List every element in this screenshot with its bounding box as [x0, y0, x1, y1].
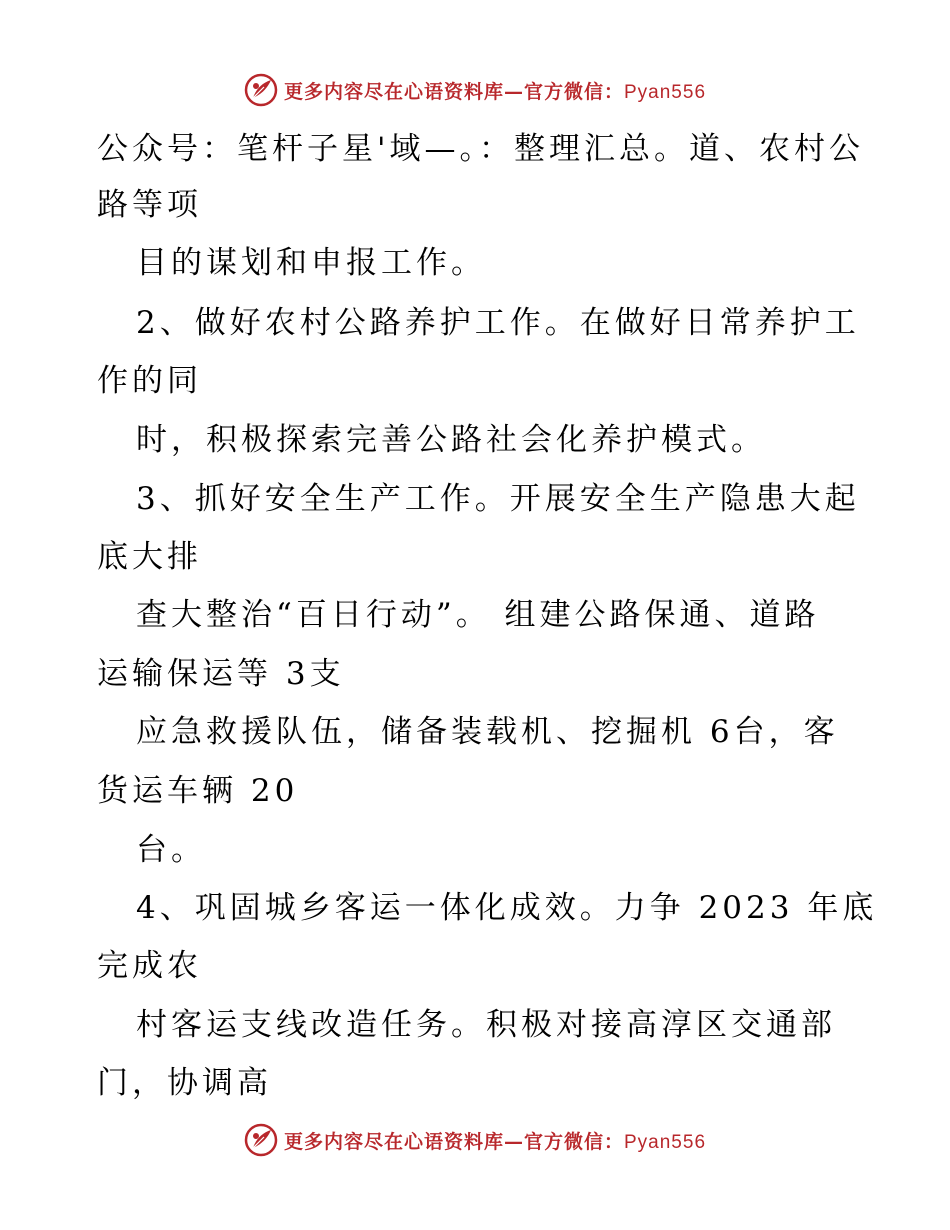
header-banner-content [244, 73, 706, 107]
body-line: 作的同 [97, 363, 202, 399]
footer-banner [0, 1120, 950, 1160]
footer-banner-text: 更多内容尽在心语资料库—官方微信：Pyan556 [283, 1130, 707, 1153]
body-line: 2、做好农村公路养护工作。在做好日常养护工 [136, 305, 860, 341]
body-line: 查大整治“百日行动”。 组建公路保通、道路 [136, 597, 820, 633]
body-line: 村客运支线改造任务。积极对接高淳区交通部 [136, 1007, 836, 1043]
header-wechat-id: Pyan556 [624, 81, 707, 103]
body-line: 底大排 [97, 539, 202, 575]
body-line: 目的谋划和申报工作。 [136, 245, 486, 281]
body-line: 完成农 [97, 948, 202, 984]
feather-pen-logo-icon [244, 1123, 278, 1157]
body-line: 应急救援队伍，储备装载机、挖掘机 6台，客 [136, 714, 839, 750]
body-line: 公众号：笔杆子星'域—。：整理汇总。道、农村公 [97, 131, 865, 167]
body-line: 门，协调高 [97, 1065, 272, 1101]
body-line: 台。 [136, 832, 206, 868]
header-banner [0, 70, 950, 110]
header-banner-text: 更多内容尽在心语资料库—官方微信：Pyan556 [283, 80, 707, 103]
body-line: 货运车辆 20 [97, 773, 299, 809]
footer-banner-content [244, 1123, 706, 1157]
body-line: 运输保运等 3支 [97, 656, 345, 692]
footer-wechat-id: Pyan556 [624, 1131, 707, 1153]
body-line: 路等项 [97, 187, 202, 223]
body-line: 时，积极探索完善公路社会化养护模式。 [136, 422, 766, 458]
body-line: 4、巩固城乡客运一体化成效。力争 2023 年底 [136, 890, 878, 926]
body-line: 3、抓好安全生产工作。开展安全生产隐患大起 [136, 481, 860, 517]
feather-pen-logo-icon [244, 73, 278, 107]
